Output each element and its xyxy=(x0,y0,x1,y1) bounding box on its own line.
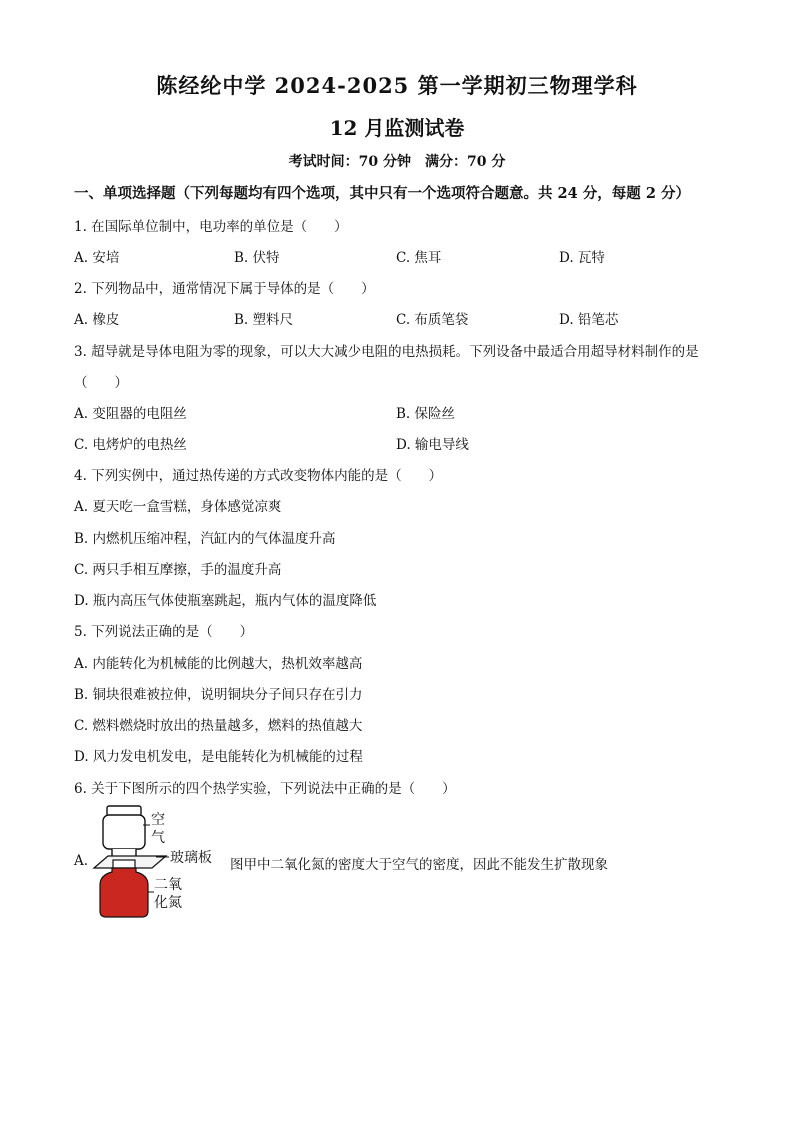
q5-option-a: A. 内能转化为机械能的比例越大，热机效率越高 xyxy=(74,656,363,672)
question-stem: 4. 下列实例中，通过热传递的方式改变物体内能的是 xyxy=(74,468,389,484)
exam-subtitle: 12 月监测试卷 xyxy=(329,116,465,140)
q4-option-c: C. 两只手相互摩擦，手的温度升高 xyxy=(74,562,282,578)
question-stem: 2. 下列物品中，通常情况下属于导体的是 xyxy=(74,281,321,297)
q3-option-a: A. 变阻器的电阻丝 xyxy=(74,406,187,422)
answer-paren: （ ） xyxy=(199,624,254,640)
answer-paren: （ ） xyxy=(388,468,443,484)
q6-option-a-text: 图甲中二氧化氮的密度大于空气的密度，因此不能发生扩散现象 xyxy=(230,857,608,873)
answer-paren: （ ） xyxy=(401,781,456,797)
question-stem: 5. 下列说法正确的是 xyxy=(74,624,200,640)
q4-option-d: D. 瓶内高压气体使瓶塞跳起，瓶内气体的温度降低 xyxy=(74,593,377,609)
q6-option-a-letter: A. xyxy=(74,853,89,869)
label-glass-plate: 玻璃板 xyxy=(170,850,212,866)
q3-option-b: B. 保险丝 xyxy=(396,406,456,422)
q5-option-c: C. 燃料燃烧时放出的热量越多，燃料的热值越大 xyxy=(74,718,363,734)
q1-option-d: D. 瓦特 xyxy=(559,250,605,266)
q4-option-a: A. 夏天吃一盒雪糕，身体感觉凉爽 xyxy=(74,499,282,515)
question-stem: 1. 在国际单位制中，电功率的单位是 xyxy=(74,219,294,235)
exam-info: 考试时间：70 分钟 满分：70 分 xyxy=(288,154,506,170)
question-6 xyxy=(74,777,456,797)
question-stem: 6. 关于下图所示的四个热学实验，下列说法中正确的是 xyxy=(74,781,402,797)
q2-option-c: C. 布质笔袋 xyxy=(396,312,469,328)
section-heading: 一、单项选择题（下列每题均有四个选项，其中只有一个选项符合题意。共 24 分，每题 2 分） xyxy=(74,185,690,202)
q1-option-a: A. 安培 xyxy=(74,250,120,266)
question-2 xyxy=(74,277,375,297)
q3-option-c: C. 电烤炉的电热丝 xyxy=(74,437,187,453)
q4-option-b: B. 内燃机压缩冲程，汽缸内的气体温度升高 xyxy=(74,531,336,547)
exam-title: 陈经纶中学 2024-2025 第一学期初三物理学科 xyxy=(156,73,638,98)
diffusion-experiment-figure xyxy=(90,805,230,920)
label-no2-2: 化氮 xyxy=(154,895,182,911)
question-3: 3. 超导就是导体电阻为零的现象，可以大大减少电阻的电热损耗。下列设备中最适合用超导材料制作的是 xyxy=(74,344,699,360)
q5-option-d: D. 风力发电机发电，是电能转化为机械能的过程 xyxy=(74,749,363,765)
question-4 xyxy=(74,464,442,484)
question-1 xyxy=(74,215,348,235)
label-no2-1: 二氧 xyxy=(154,877,182,893)
q5-option-b: B. 铜块很难被拉伸，说明铜块分子间只存在引力 xyxy=(74,687,363,703)
answer-paren: （ ） xyxy=(293,219,348,235)
q2-option-a: A. 橡皮 xyxy=(74,312,120,328)
answer-paren: （ ） xyxy=(74,375,128,391)
q2-option-b: B. 塑料尺 xyxy=(234,312,294,328)
label-air-1: 空 xyxy=(151,812,165,828)
question-5 xyxy=(74,620,253,640)
answer-paren: （ ） xyxy=(320,281,375,297)
q3-option-d: D. 输电导线 xyxy=(396,437,469,453)
q2-option-d: D. 铅笔芯 xyxy=(559,312,619,328)
air-bottle xyxy=(103,806,145,857)
q1-option-c: C. 焦耳 xyxy=(396,250,442,266)
label-air-2: 气 xyxy=(151,830,165,846)
q1-option-b: B. 伏特 xyxy=(234,250,280,266)
